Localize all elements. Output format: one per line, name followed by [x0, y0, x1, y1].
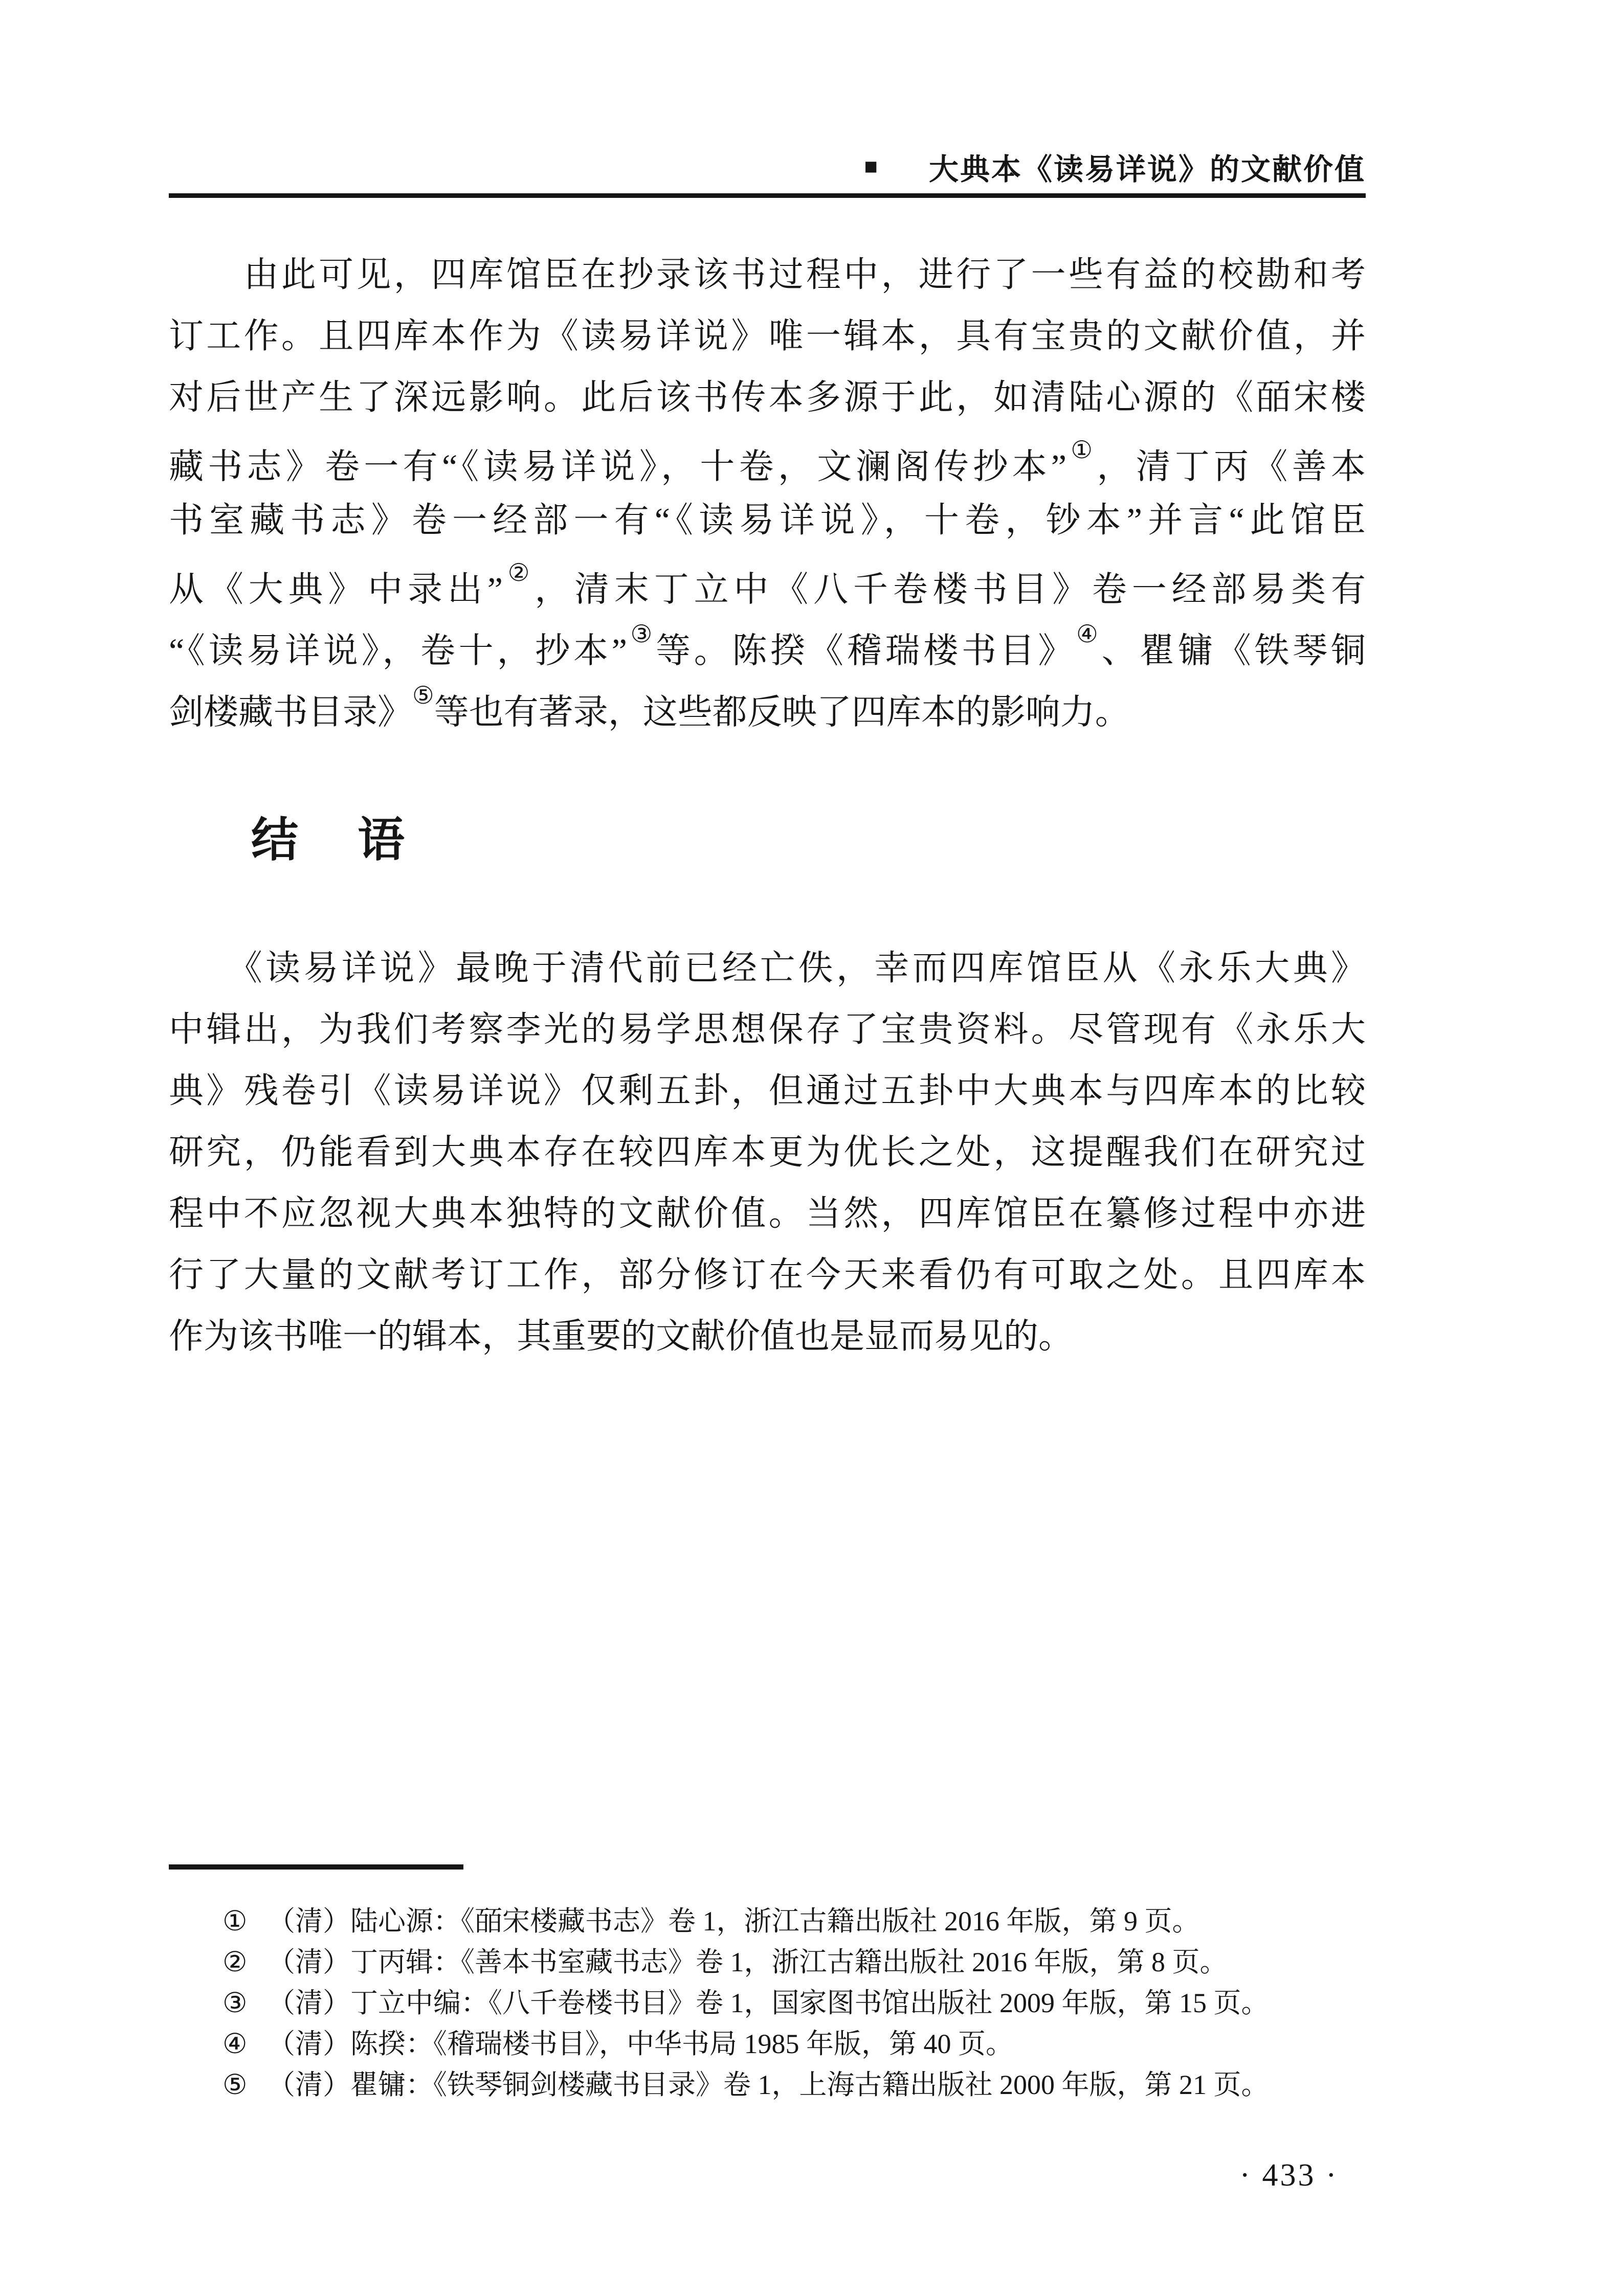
body-text-line: 对后世产生了深远影响。此后该书传本多源于此，如清陆心源的《皕宋楼: [169, 378, 1366, 417]
footnote-ref: ②: [502, 560, 535, 587]
body-text-line: 从《大典》中录出”②，清末丁立中《八千卷楼书目》卷一经部易类有: [169, 560, 1366, 609]
footnote-text: （清）陆心源：《皕宋楼藏书志》卷 1，浙江古籍出版社 2016 年版，第 9 页。: [268, 1906, 1200, 1937]
page-number: · 433 ·: [1239, 2158, 1339, 2193]
footnote-marker: ②: [223, 1947, 248, 1977]
body-text-line: 《读易详说》最晚于清代前已经亡佚，幸而四库馆臣从《永乐大典》: [169, 949, 1366, 987]
footnote-item: [169, 2064, 1468, 2105]
footnote-marker: ③: [223, 1988, 248, 2018]
footnote-marker: ⑤: [223, 2069, 248, 2100]
running-header: [169, 145, 1366, 188]
paragraph-2: [169, 937, 1366, 1367]
body-text-line: 订工作。且四库本作为《读易详说》唯一辑本，具有宝贵的文献价值，并: [169, 317, 1366, 355]
footnote-ref: ⑤: [412, 683, 434, 710]
footnote-marker: ④: [223, 2029, 248, 2059]
footnote-marker: ①: [223, 1906, 248, 1937]
body-text-line: 研究，仍能看到大典本存在较四库本更为优长之处，这提醒我们在研究过: [169, 1133, 1366, 1172]
footnote-item: [169, 2023, 1468, 2064]
footnote-ref: ③: [627, 621, 656, 648]
body-text-line: 中辑出，为我们考察李光的易学思想保存了宝贵资料。尽管现有《永乐大: [169, 1010, 1366, 1049]
body-text-line: 藏书志》卷一有“《读易详说》，十卷，文澜阁传抄本”①，清丁丙《善本: [169, 437, 1366, 486]
paragraph-1: [169, 244, 1366, 735]
body-text-line: 典》残卷引《读易详说》仅剩五卦，但通过五卦中大典本与四库本的比较: [169, 1071, 1366, 1110]
footnote-text: （清）瞿镛：《铁琴铜剑楼藏书目录》卷 1，上海古籍出版社 2000 年版，第 21 页。: [268, 2069, 1269, 2100]
body-text-line: 剑楼藏书目录》⑤等也有著录，这些都反映了四库本的影响力。: [169, 683, 1130, 732]
body-text-line: 由此可见，四库馆臣在抄录该书过程中，进行了一些有益的校勘和考: [169, 255, 1366, 294]
running-header-title: 大典本《读易详说》的文献价值: [928, 153, 1366, 186]
section-marker-square-icon: ■: [864, 154, 878, 179]
footnote-list: [169, 1901, 1468, 2105]
body-text-line: 作为该书唯一的辑本，其重要的文献价值也是显而易见的。: [169, 1317, 1074, 1356]
footnote-text: （清）丁立中编：《八千卷楼书目》卷 1，国家图书馆出版社 2009 年版，第 15 页。: [268, 1988, 1269, 2018]
footnote-separator-rule: [169, 1864, 463, 1870]
body-text-line: 程中不应忽视大典本独特的文献价值。当然，四库馆臣在纂修过程中亦进: [169, 1194, 1366, 1233]
footnote-ref: ④: [1076, 621, 1102, 648]
body-text-line: 行了大量的文献考订工作，部分修订在今天来看仍有可取之处。且四库本: [169, 1255, 1366, 1294]
section-heading: 结 语: [251, 814, 411, 866]
body-text-line: 书室藏书志》卷一经部一有“《读易详说》，十卷，钞本”并言“此馆臣: [169, 501, 1366, 539]
body-text-line: “《读易详说》，卷十，抄本”③等。陈揆《稽瑞楼书目》④、瞿镛《铁琴铜: [169, 621, 1366, 670]
footnote-text: （清）陈揆：《稽瑞楼书目》，中华书局 1985 年版，第 40 页。: [268, 2029, 1013, 2059]
footnote-item: [169, 1983, 1468, 2023]
footnote-ref: ①: [1066, 437, 1097, 464]
footnote-text: （清）丁丙辑：《善本书室藏书志》卷 1，浙江古籍出版社 2016 年版，第 8 页。: [268, 1947, 1228, 1977]
footnote-item: [169, 1901, 1468, 1942]
header-rule: [169, 193, 1366, 198]
footnote-item: [169, 1942, 1468, 1983]
